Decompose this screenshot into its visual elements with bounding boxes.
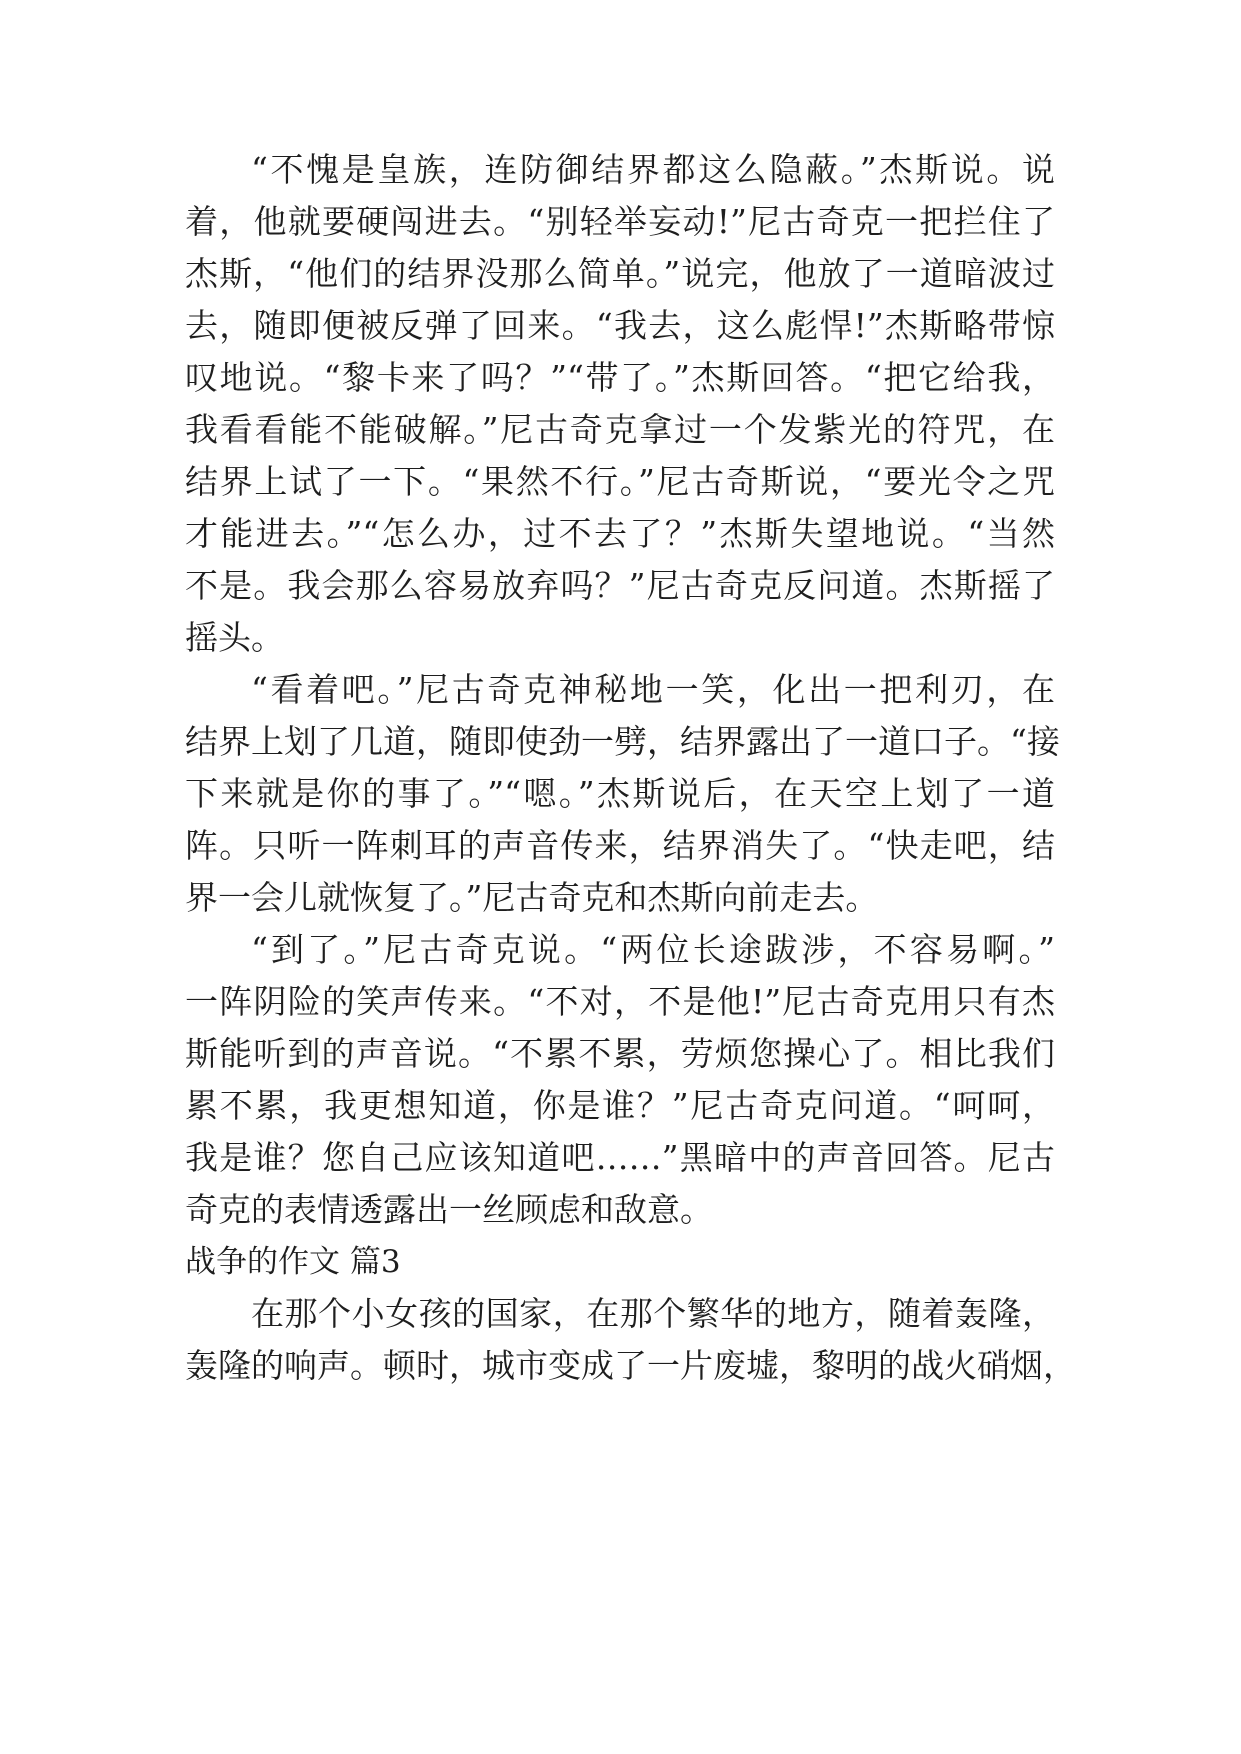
text-line: 轰隆的响声。顿时，城市变成了一片废墟，黎明的战火硝烟， bbox=[185, 1346, 1076, 1385]
text-line: 奇克的表情透露出一丝顾虑和敌意。 bbox=[185, 1190, 713, 1229]
text-line: 我看看能不能破解。”尼古奇克拿过一个发紫光的符咒，在 bbox=[185, 410, 1055, 449]
text-line: 斯能听到的声音说。“不累不累，劳烦您操心了。相比我们 bbox=[185, 1034, 1055, 1073]
text-line: “不愧是皇族，连防御结界都这么隐蔽。”杰斯说。说 bbox=[251, 150, 1055, 189]
text-line: 着，他就要硬闯进去。“别轻举妄动!”尼古奇克一把拦住了 bbox=[185, 202, 1055, 241]
paragraph bbox=[185, 664, 1060, 924]
text-line: 累不累，我更想知道，你是谁？”尼古奇克问道。“呵呵， bbox=[185, 1086, 1055, 1125]
text-line: 在那个小女孩的国家，在那个繁华的地方，随着轰隆， bbox=[251, 1294, 1055, 1333]
text-line: 结界上试了一下。“果然不行。”尼古奇斯说，“要光令之咒 bbox=[185, 462, 1055, 501]
paragraph bbox=[185, 144, 1055, 664]
text-line: 界一会儿就恢复了。”尼古奇克和杰斯向前走去。 bbox=[185, 878, 879, 917]
paragraph bbox=[185, 1288, 1076, 1392]
text-line: “看着吧。”尼古奇克神秘地一笑，化出一把利刃，在 bbox=[251, 670, 1055, 709]
text-line: 不是。我会那么容易放弃吗？”尼古奇克反问道。杰斯摇了 bbox=[185, 566, 1055, 605]
text-line: 叹地说。“黎卡来了吗？”“带了。”杰斯回答。“把它给我， bbox=[185, 358, 1055, 397]
document-body bbox=[185, 144, 1076, 1392]
section-heading: 战争的作文 篇3 bbox=[185, 1244, 401, 1280]
text-line: 结界上划了几道，随即使劲一劈，结界露出了一道口子。“接 bbox=[185, 722, 1060, 761]
text-line: 下来就是你的事了。”“嗯。”杰斯说后，在天空上划了一道 bbox=[185, 774, 1055, 813]
text-line: 一阵阴险的笑声传来。“不对，不是他!”尼古奇克用只有杰 bbox=[185, 982, 1055, 1021]
paragraph bbox=[185, 924, 1055, 1236]
text-line: 杰斯，“他们的结界没那么简单。”说完，他放了一道暗波过 bbox=[185, 254, 1055, 293]
text-line: 摇头。 bbox=[185, 618, 284, 657]
text-line: 阵。只听一阵刺耳的声音传来，结界消失了。“快走吧，结 bbox=[185, 826, 1055, 865]
text-line: 去，随即便被反弹了回来。“我去，这么彪悍!”杰斯略带惊 bbox=[185, 306, 1055, 345]
text-line: “到了。”尼古奇克说。“两位长途跋涉，不容易啊。” bbox=[251, 930, 1055, 969]
text-line: 我是谁？您自己应该知道吧……”黑暗中的声音回答。尼古 bbox=[185, 1138, 1055, 1177]
text-line: 才能进去。”“怎么办，过不去了？”杰斯失望地说。“当然 bbox=[185, 514, 1055, 553]
